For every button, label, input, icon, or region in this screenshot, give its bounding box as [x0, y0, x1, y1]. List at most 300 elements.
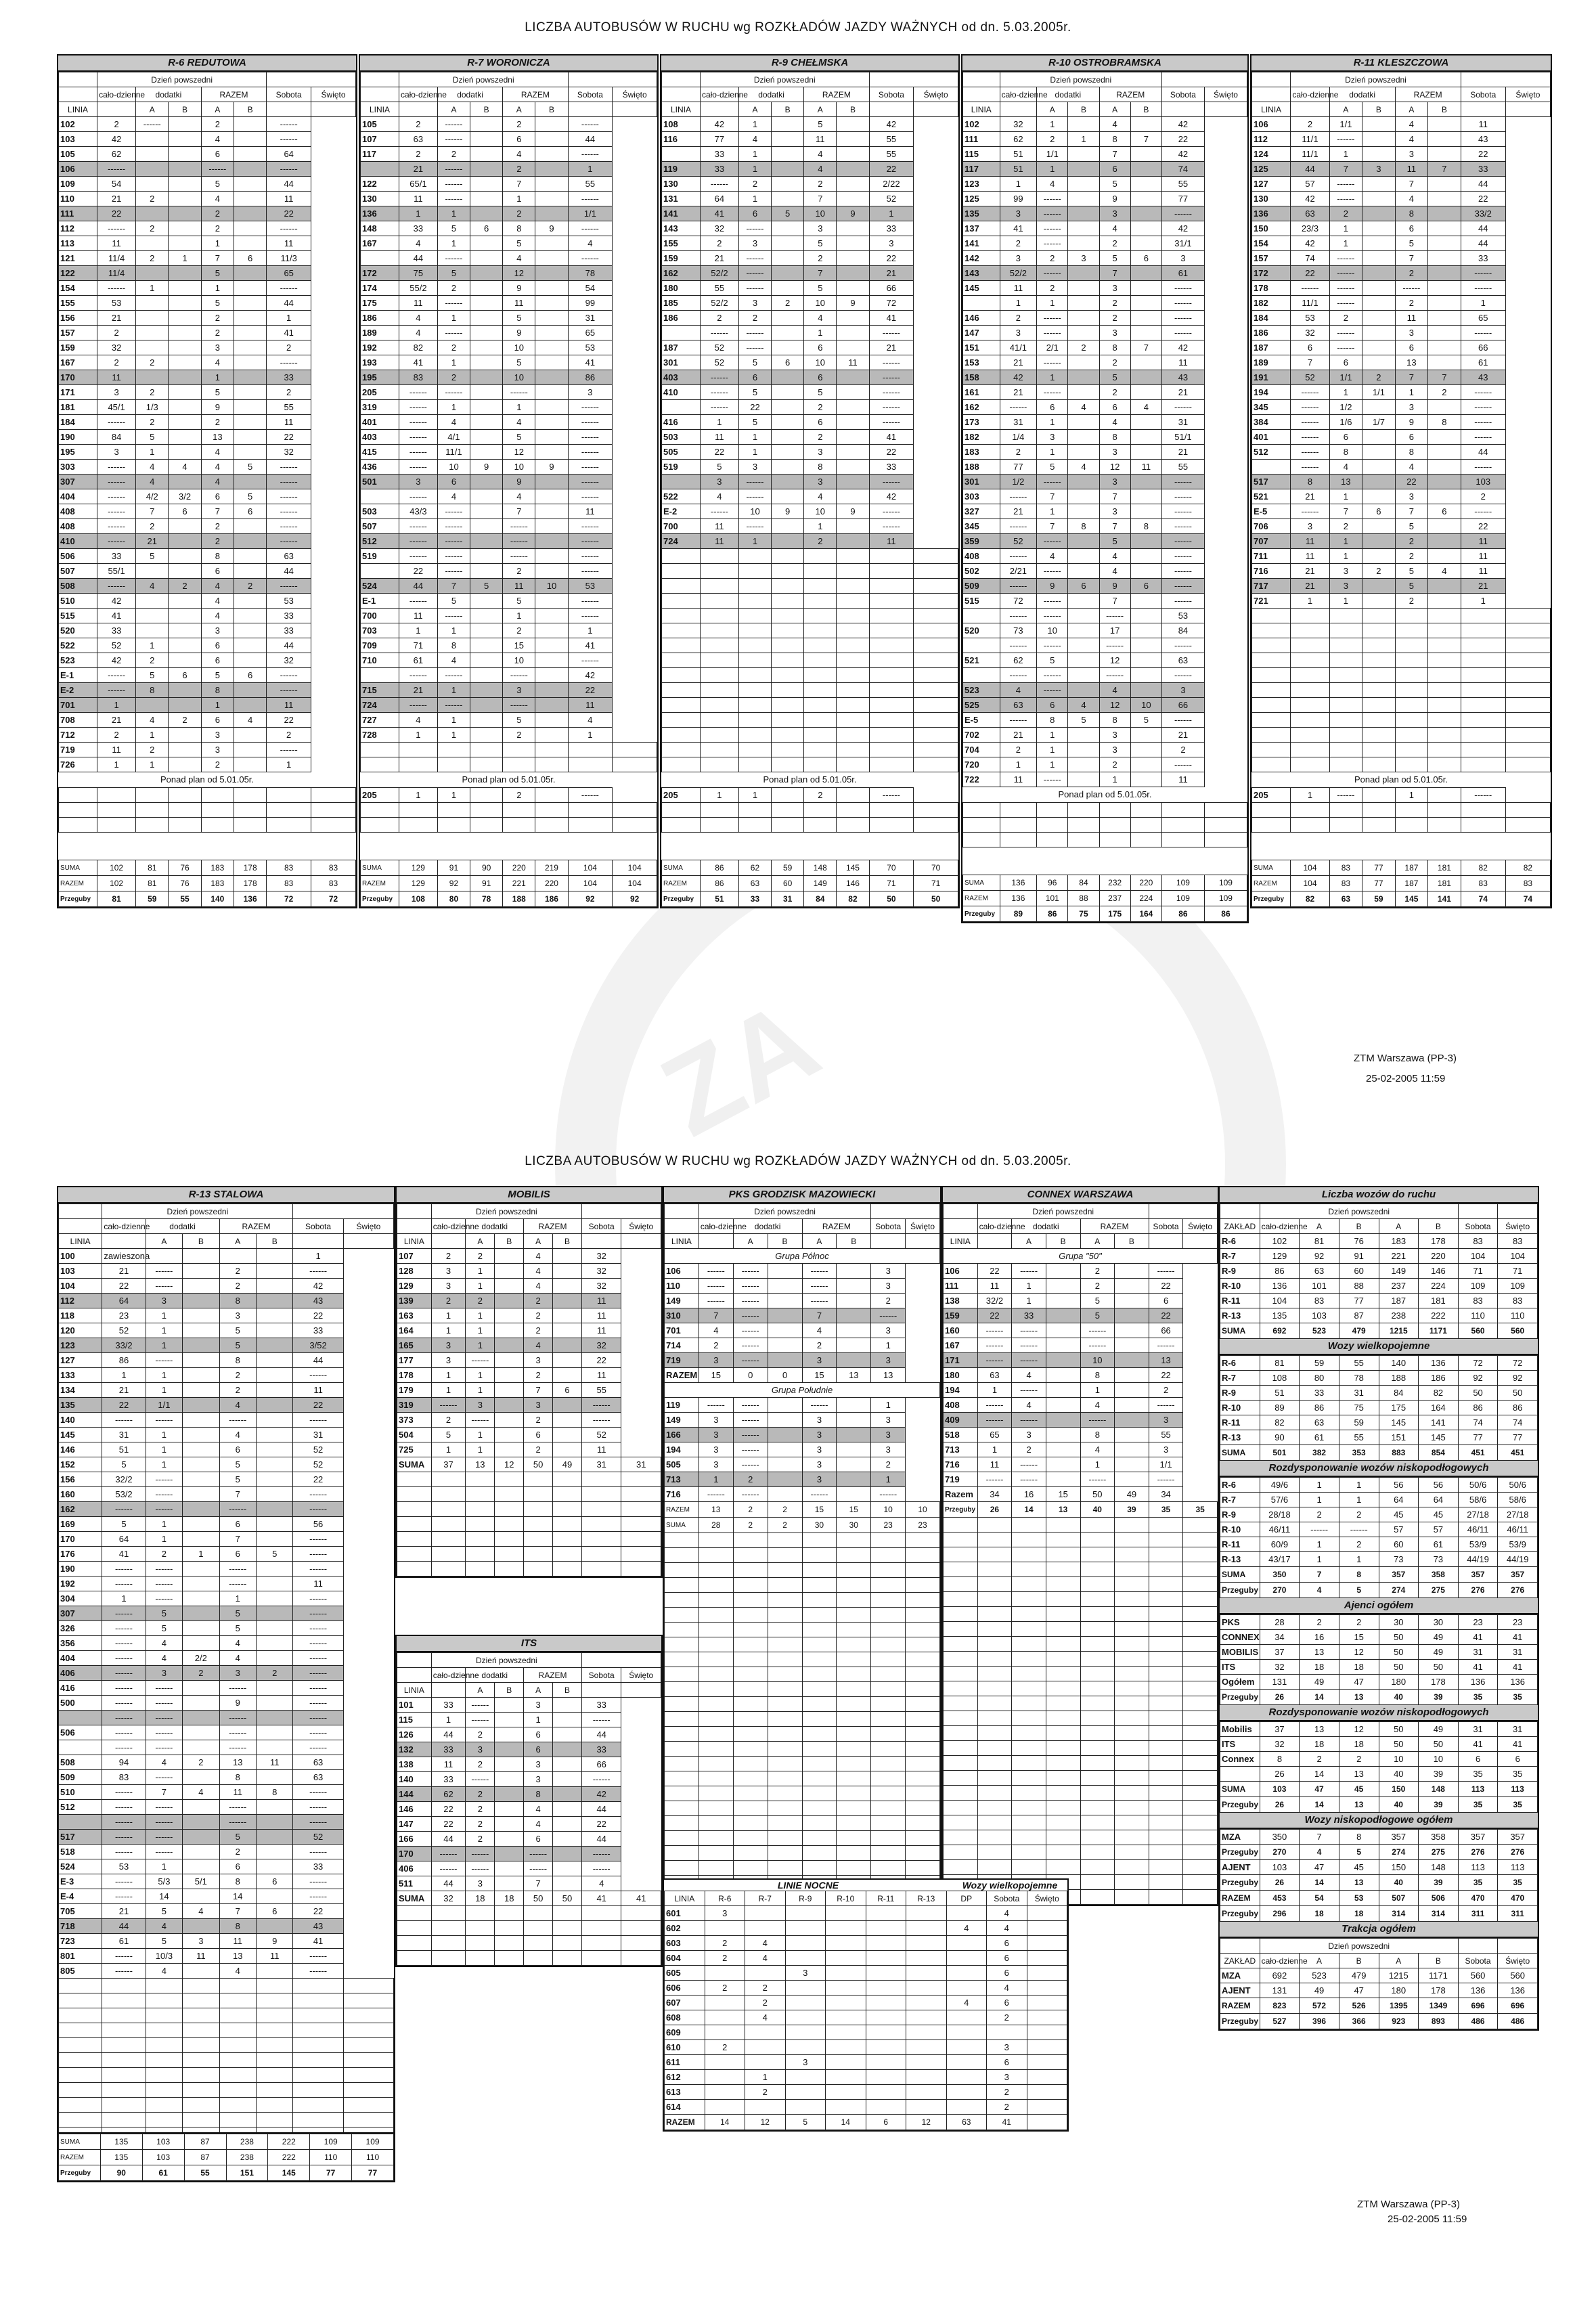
cell-value: ------ [293, 1815, 343, 1830]
cell-value [1428, 788, 1461, 803]
line-number: 127 [1252, 177, 1291, 192]
empty-cell [1252, 757, 1291, 772]
cell-value [535, 653, 568, 668]
depot-1 [57, 54, 357, 908]
cell-value [183, 1815, 219, 1830]
cell-value: 6 [1130, 251, 1161, 266]
table-row [361, 594, 657, 609]
cell-value: ------ [293, 1487, 343, 1502]
sum-row [963, 891, 1247, 906]
header-extra: dodatki [136, 87, 202, 102]
sum-value: 220 [1130, 875, 1161, 891]
empty-cell [738, 623, 771, 638]
cell-value: 1 [293, 1249, 343, 1264]
cell-value: ------ [293, 1845, 343, 1859]
empty-cell [804, 683, 837, 698]
cell-value: 2 [1000, 445, 1037, 460]
cell-value: ------ [738, 251, 771, 266]
table-row [662, 281, 958, 296]
cell-value [169, 400, 201, 415]
cell-value [866, 1951, 906, 1966]
cell-value: 61 [1300, 1430, 1339, 1445]
line-number [59, 1711, 102, 1725]
line-number: 166 [397, 1832, 432, 1847]
cell-value [837, 192, 869, 206]
cell-value: 44 [1461, 236, 1505, 251]
cell-value: 12 [1099, 653, 1130, 668]
night-col: R-13 [906, 1891, 947, 1906]
cell-value: ------ [293, 1949, 343, 1964]
empty-cell [1461, 698, 1505, 713]
empty-cell [1395, 638, 1428, 653]
table-row [1252, 549, 1551, 564]
empty-cell [1068, 833, 1099, 847]
empty-cell [1115, 1845, 1149, 1860]
header-total: RAZEM [503, 87, 568, 102]
empty-cell [733, 1533, 768, 1548]
cell-value: 6 [987, 1951, 1027, 1966]
line-number: 711 [1252, 549, 1291, 564]
cell-value: 527 [1260, 2014, 1300, 2029]
cell-value [183, 1517, 219, 1532]
empty-cell [431, 1502, 466, 1517]
sum-row [665, 1502, 940, 1518]
cell-value: 13 [1339, 1875, 1379, 1891]
header-total: RAZEM [1099, 87, 1161, 102]
empty-cell [906, 1652, 940, 1667]
row-label: R-9 [1220, 1386, 1260, 1401]
cell-value [837, 281, 869, 296]
cell-value: 1 [399, 788, 437, 803]
cell-value: 4 [1068, 698, 1099, 713]
line-number: 416 [662, 415, 701, 430]
header-total: RAZEM [201, 87, 267, 102]
table-row [361, 623, 657, 638]
cell-value: 11 [1000, 281, 1037, 296]
cell-value [169, 236, 201, 251]
cell-value: 86 [1300, 1401, 1339, 1415]
table-row [361, 475, 657, 489]
cell-value [234, 221, 266, 236]
table-row [361, 415, 657, 430]
cell-value [1115, 1442, 1149, 1457]
empty-cell [944, 1577, 978, 1592]
sum-value: 88 [1068, 891, 1099, 906]
cell-value [1130, 281, 1161, 296]
cell-value [234, 400, 266, 415]
cell-value [906, 1981, 947, 1996]
header-b: B [1046, 1234, 1080, 1249]
cell-value: 1/6 [1329, 415, 1362, 430]
cell-value: 6 [804, 340, 837, 355]
cell-value: ------ [503, 549, 535, 564]
cell-value: 66 [1461, 340, 1505, 355]
cell-value: 11 [293, 1577, 343, 1591]
table-row [59, 192, 356, 206]
line-number: 356 [59, 1636, 102, 1651]
cell-value [1428, 594, 1461, 609]
empty-cell [802, 1637, 837, 1652]
cell-value: ------ [1291, 460, 1329, 475]
cell-value: 6 [1428, 504, 1461, 519]
cell-value: 21 [1000, 728, 1037, 743]
cell-value: 5 [503, 430, 535, 445]
table-row [59, 668, 356, 683]
header-row [397, 1219, 661, 1234]
table-row [361, 251, 657, 266]
cell-value: 8 [1329, 445, 1362, 460]
cell-value: 5 [503, 594, 535, 609]
cell-value: 74 [1161, 162, 1204, 177]
empty-row [944, 1830, 1218, 1845]
line-number: 106 [1252, 117, 1291, 132]
cell-value: 2 [1099, 757, 1130, 772]
empty-cell [621, 1472, 661, 1487]
empty-cell [699, 1652, 733, 1667]
cell-value: 3 [146, 1294, 182, 1308]
cell-value: 8 [804, 460, 837, 475]
table-row [59, 475, 356, 489]
header-a: A [1037, 102, 1068, 117]
cell-value [470, 549, 503, 564]
cell-value: ------ [568, 192, 613, 206]
cell-value [553, 1308, 582, 1323]
cell-value: 52 [1291, 370, 1329, 385]
empty-cell [553, 1951, 582, 1966]
cell-value: 10 [535, 579, 568, 594]
cell-value: 10 [1037, 623, 1068, 638]
cell-value: 2 [169, 579, 201, 594]
empty-cell [102, 2083, 146, 2098]
cell-value: ------ [1161, 757, 1204, 772]
empty-row [59, 2113, 394, 2127]
header-row [59, 1234, 394, 1249]
line-number: Razem [944, 1487, 978, 1502]
cell-value: ------ [503, 534, 535, 549]
cell-value [257, 1830, 293, 1845]
empty-cell [1252, 623, 1291, 638]
table-row [662, 430, 958, 445]
table-row [963, 594, 1247, 609]
cell-value [495, 1713, 524, 1727]
empty-cell [183, 2053, 219, 2068]
empty-cell [869, 713, 914, 728]
empty-cell [1149, 1890, 1183, 1905]
empty-cell [1362, 683, 1396, 698]
empty-cell [1291, 609, 1329, 623]
cell-value: 56 [1419, 1478, 1459, 1493]
table-row [397, 1891, 661, 1906]
empty-cell [977, 1801, 1012, 1815]
table-row [59, 340, 356, 355]
cell-value: ------ [102, 1651, 146, 1666]
empty-cell [768, 1548, 802, 1563]
cell-value: 22 [581, 1353, 621, 1368]
cell-value: 2 [431, 1413, 466, 1428]
empty-cell [219, 2068, 256, 2083]
line-number: 137 [963, 221, 1000, 236]
empty-cell [700, 743, 738, 757]
table-row [397, 1442, 661, 1457]
cell-value: 3 [1099, 728, 1130, 743]
row-label: R-11 [1220, 1537, 1260, 1552]
cell-value: 22 [869, 162, 914, 177]
line-number: 521 [1252, 489, 1291, 504]
empty-cell [768, 1623, 802, 1637]
empty-cell [871, 1801, 906, 1816]
table-row [59, 1964, 394, 1979]
cell-value: 53/2 [102, 1487, 146, 1502]
cell-value: 7 [1037, 489, 1068, 504]
cell-value: ------ [568, 475, 613, 489]
cell-value: 9 [837, 206, 869, 221]
line-number: 167 [944, 1338, 978, 1353]
cell-value: 350 [1260, 1567, 1300, 1583]
header-blank [871, 1204, 940, 1219]
table-row [1252, 221, 1551, 236]
header-allday: cało-dzienne [700, 87, 738, 102]
cell-value: 1/1 [146, 1398, 182, 1413]
header-blank [621, 1234, 661, 1249]
row-label: R-10 [1220, 1522, 1260, 1537]
cell-value: 32 [700, 221, 738, 236]
empty-row [662, 803, 958, 818]
line-number: 123 [59, 1338, 102, 1353]
empty-cell [869, 609, 914, 623]
empty-cell [1046, 1696, 1080, 1711]
cell-value: 151 [1379, 1430, 1419, 1445]
cell-value: 2 [804, 788, 837, 803]
empty-cell [906, 1682, 940, 1697]
empty-cell [768, 1727, 802, 1742]
line-number: 524 [361, 579, 399, 594]
cell-value: 5 [804, 236, 837, 251]
line-number: 401 [1252, 430, 1291, 445]
header-a: A [219, 1234, 256, 1249]
line-number: 104 [59, 1279, 102, 1294]
line-number: 720 [963, 757, 1000, 772]
cell-value: 2 [1300, 1752, 1339, 1767]
cell-value: 50 [1458, 1386, 1498, 1401]
cell-value [1362, 489, 1396, 504]
cell-value: 6 [234, 504, 266, 519]
empty-cell [804, 803, 837, 818]
cell-value: 21 [97, 192, 136, 206]
line-number: 121 [59, 251, 97, 266]
cell-value [1362, 266, 1396, 281]
table-row [397, 1847, 661, 1861]
cell-value: 72 [1000, 594, 1037, 609]
cell-value: ------ [219, 1562, 256, 1577]
cell-value: ------ [146, 1487, 182, 1502]
empty-cell [699, 1548, 733, 1563]
table-row [662, 445, 958, 460]
empty-cell [102, 2098, 146, 2113]
line-number: 149 [665, 1294, 699, 1308]
cell-value: 357 [1379, 1830, 1419, 1845]
cell-value: 1 [1300, 1478, 1339, 1493]
cell-value: ------ [437, 251, 470, 266]
header-blank [397, 1653, 432, 1668]
cell-value: ------ [102, 1815, 146, 1830]
cell-value [257, 1651, 293, 1666]
cell-value [1362, 579, 1396, 594]
cell-value [1130, 430, 1161, 445]
cell-value: 8 [219, 1919, 256, 1934]
cell-value: 2 [804, 430, 837, 445]
cell-value: 13 [1329, 475, 1362, 489]
sum-value: 238 [226, 2150, 268, 2165]
cell-value [1130, 475, 1161, 489]
empty-cell [869, 757, 914, 772]
cell-value: 2 [97, 117, 136, 132]
cell-value: 2 [183, 1755, 219, 1770]
empty-cell [977, 1518, 1012, 1533]
cell-value: ------ [201, 162, 234, 177]
cell-value: ------ [869, 385, 914, 400]
header-blank [267, 72, 356, 87]
empty-cell [768, 1831, 802, 1846]
cell-value [136, 132, 169, 147]
cell-value: 4 [437, 489, 470, 504]
cell-value: ------ [1080, 1413, 1115, 1428]
depot-table [360, 72, 657, 772]
cell-value: 2 [267, 385, 311, 400]
empty-cell [1428, 728, 1461, 743]
cell-value: 109 [1498, 1279, 1538, 1294]
row-label: Przeguby [1220, 1583, 1260, 1598]
cell-value: 9 [535, 460, 568, 475]
cell-value: ------ [399, 519, 437, 534]
line-number: 703 [361, 623, 399, 638]
cell-value: 1/2 [1000, 475, 1037, 489]
empty-cell [1183, 1786, 1218, 1801]
cell-value: 52 [293, 1457, 343, 1472]
cell-value: 10 [1130, 698, 1161, 713]
cell-value: 89 [1260, 1401, 1300, 1415]
cell-value: 21 [1161, 445, 1204, 460]
sum-value: 13 [1046, 1502, 1080, 1518]
cell-value: 42 [1000, 370, 1037, 385]
cell-value: 2 [871, 1457, 906, 1472]
cell-value [1068, 355, 1099, 370]
cell-value: 2 [437, 340, 470, 355]
cell-value: 56 [293, 1517, 343, 1532]
sum-label: RAZEM [1252, 876, 1291, 891]
cell-value: 2 [169, 713, 201, 728]
cell-value [495, 1338, 524, 1353]
cell-value: 43 [293, 1294, 343, 1308]
cell-value: 1 [466, 1308, 495, 1323]
cell-value: 5 [437, 594, 470, 609]
cell-value [772, 534, 804, 549]
empty-cell [524, 1502, 553, 1517]
cell-value [183, 1859, 219, 1874]
cell-value: 65 [977, 1428, 1012, 1442]
cell-value [946, 2040, 987, 2055]
night-row [665, 2010, 1067, 2025]
cell-value [535, 117, 568, 132]
header-blank [431, 1234, 466, 1249]
cell-value [826, 1996, 866, 2010]
cell-value: 33 [700, 147, 738, 162]
cell-value: 5 [738, 415, 771, 430]
cell-value: 1 [804, 519, 837, 534]
cell-value: 41 [1498, 1737, 1538, 1752]
sum-value: 63 [738, 876, 771, 891]
cell-value [1362, 311, 1396, 326]
cell-value [535, 251, 568, 266]
line-number: 186 [1252, 326, 1291, 340]
sum-value: 164 [1130, 906, 1161, 922]
empty-cell [293, 2083, 343, 2098]
cell-value: 4 [201, 594, 234, 609]
line-number: 115 [963, 147, 1000, 162]
cell-value: 2 [136, 355, 169, 370]
empty-cell [568, 803, 613, 818]
empty-cell [871, 1771, 906, 1786]
empty-cell [293, 2098, 343, 2113]
empty-cell [1115, 1607, 1149, 1622]
cell-value: 5 [201, 266, 234, 281]
cell-value: 1 [699, 1472, 733, 1487]
cell-value: 2 [1012, 1442, 1046, 1457]
table-row [59, 430, 356, 445]
line-number: 186 [361, 311, 399, 326]
empty-cell [1183, 1756, 1218, 1771]
empty-row [1252, 638, 1551, 653]
cell-value: 2 [201, 534, 234, 549]
line-number: 345 [963, 519, 1000, 534]
cell-value: 5 [201, 177, 234, 192]
cell-value: ------ [437, 192, 470, 206]
cell-value: ------ [437, 534, 470, 549]
cell-value: 2/21 [1000, 564, 1037, 579]
cell-value: 5 [738, 355, 771, 370]
table-row [59, 1830, 394, 1845]
table-row [59, 1577, 394, 1591]
depot-table [397, 1652, 661, 1966]
cell-value: 3 [431, 1264, 466, 1279]
cell-value: 26 [1260, 1797, 1300, 1813]
empty-row [662, 638, 958, 653]
cell-value [470, 698, 503, 713]
cell-value: 4 [1099, 415, 1130, 430]
spacer [1251, 833, 1551, 860]
cell-value: 63 [1161, 653, 1204, 668]
sum-label: Przeguby [662, 891, 701, 907]
empty-cell [802, 1861, 837, 1876]
cell-value: 32 [1291, 326, 1329, 340]
table-row [397, 1383, 661, 1398]
cell-value: 3 [738, 296, 771, 311]
cell-value [1046, 1442, 1080, 1457]
cell-value: 7 [1037, 519, 1068, 534]
cell-value: ------ [1329, 296, 1362, 311]
table-row [944, 1398, 1218, 1413]
cell-value: ------ [437, 385, 470, 400]
cell-value: 4 [201, 460, 234, 475]
empty-cell [201, 788, 234, 803]
cell-value [1362, 594, 1396, 609]
cell-value: ------ [293, 1621, 343, 1636]
cell-value: 15 [1339, 1630, 1379, 1645]
cell-value: 1 [1037, 296, 1068, 311]
empty-cell [837, 1548, 871, 1563]
table-row [59, 1487, 394, 1502]
cell-value [1428, 475, 1461, 489]
cell-value [1428, 519, 1461, 534]
